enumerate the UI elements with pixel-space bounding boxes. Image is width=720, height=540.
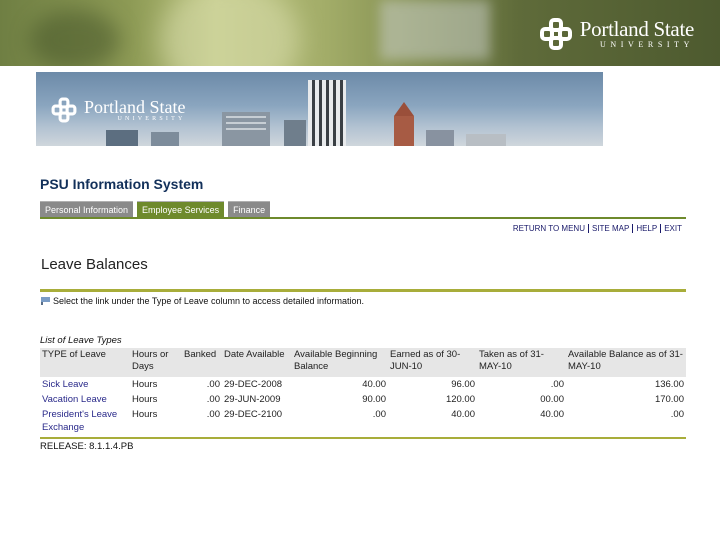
info-text: Select the link under the Type of Leave column to access detailed information. — [53, 296, 365, 306]
col-banked: Banked — [182, 348, 222, 377]
cell-beginning-balance: 90.00 — [362, 394, 386, 405]
utility-links — [510, 224, 685, 233]
cell-date-available: 29-DEC-2008 — [224, 379, 283, 390]
tab-finance[interactable]: Finance — [228, 201, 270, 217]
cell-date-available: 29-DEC-2100 — [224, 409, 283, 420]
building-blur — [380, 0, 490, 60]
table-divider — [40, 437, 686, 439]
psu-logo — [538, 14, 694, 54]
table-row — [40, 407, 686, 435]
cell-date-available: 29-JUN-2009 — [224, 394, 281, 405]
info-flag-icon — [41, 297, 50, 305]
tab-employee-services[interactable]: Employee Services — [137, 201, 224, 217]
slide-header-banner — [0, 0, 720, 66]
system-title: PSU Information System — [40, 176, 204, 192]
banner-logo-subtitle: UNIVERSITY — [117, 116, 186, 122]
col-hours-or-days: Hours or Days — [130, 348, 182, 377]
cell-earned: 40.00 — [451, 409, 475, 420]
cell-beginning-balance: 40.00 — [362, 379, 386, 390]
foliage-highlight — [160, 0, 300, 66]
leave-types-table — [40, 348, 686, 435]
table-row — [40, 377, 686, 392]
leave-type-link[interactable]: Sick Leave — [42, 379, 89, 390]
logo-subtitle: UNIVERSITY — [600, 40, 694, 49]
cell-available-balance: .00 — [670, 409, 684, 420]
psu-skyline-banner — [36, 72, 603, 146]
col-beginning-balance: Available Beginning Balance — [292, 348, 388, 377]
page-title: Leave Balances — [41, 256, 148, 273]
screenshot — [36, 72, 686, 452]
cell-hours-or-days: Hours — [132, 394, 158, 405]
table-header-row — [40, 348, 686, 377]
cell-taken: .00 — [550, 379, 564, 390]
col-earned: Earned as of 30-JUN-10 — [388, 348, 477, 377]
cell-beginning-balance: .00 — [372, 409, 386, 420]
heading-divider — [40, 289, 686, 292]
cell-earned: 120.00 — [445, 394, 475, 405]
psu-logo-mark-icon — [538, 16, 574, 52]
site-map-link[interactable]: SITE MAP — [588, 224, 632, 233]
col-available-balance: Available Balance as of 31-MAY-10 — [566, 348, 686, 377]
cell-hours-or-days: Hours — [132, 409, 158, 420]
col-type-of-leave: TYPE of Leave — [40, 348, 130, 377]
tab-divider — [40, 217, 686, 219]
cell-available-balance: 136.00 — [654, 379, 684, 390]
cell-banked: .00 — [206, 379, 220, 390]
cell-banked: .00 — [206, 409, 220, 420]
col-taken: Taken as of 31-MAY-10 — [477, 348, 566, 377]
leave-type-link[interactable]: Vacation Leave — [42, 394, 107, 405]
col-date-available: Date Available — [222, 348, 292, 377]
info-message — [41, 296, 364, 306]
logo-name: Portland State — [579, 17, 694, 41]
leave-type-link[interactable]: President's Leave Exchange — [42, 409, 118, 433]
release-label: RELEASE: 8.1.1.4.PB — [40, 441, 134, 452]
help-link[interactable]: HELP — [632, 224, 660, 233]
foliage-shadow — [30, 10, 120, 66]
nav-tabs — [40, 201, 270, 217]
table-row — [40, 392, 686, 407]
tab-personal-information[interactable]: Personal Information — [40, 201, 133, 217]
cell-hours-or-days: Hours — [132, 379, 158, 390]
cell-banked: .00 — [206, 394, 220, 405]
cell-taken: 00.00 — [540, 394, 564, 405]
cell-earned: 96.00 — [451, 379, 475, 390]
banner-logo-mark-icon — [50, 96, 78, 124]
return-to-menu-link[interactable]: RETURN TO MENU — [512, 224, 585, 233]
cell-available-balance: 170.00 — [654, 394, 684, 405]
cell-taken: 40.00 — [540, 409, 564, 420]
banner-logo — [50, 96, 186, 124]
banner-logo-name: Portland State — [84, 97, 186, 117]
table-caption: List of Leave Types — [40, 335, 122, 346]
exit-link[interactable]: EXIT — [660, 224, 685, 233]
